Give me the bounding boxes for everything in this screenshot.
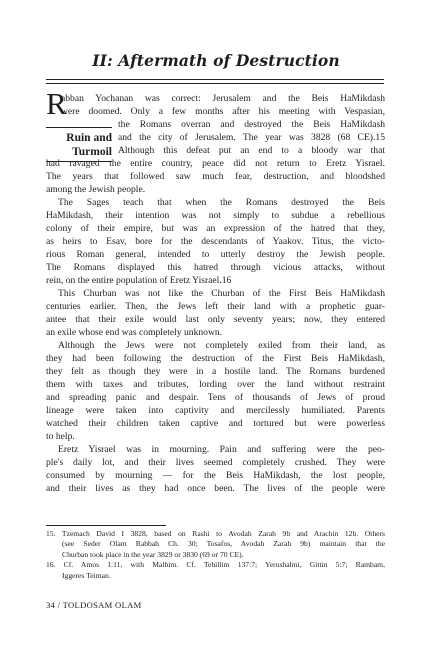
text-line: the Romans overran and destroyed the Beis HaMikdash [118,119,385,130]
text-line: centuries earlier. Then, the Jews left their land with a prophetic guar- [46,301,385,312]
text-line: abban Yochanan was correct: Jerusalem and the Beis HaMikdash [61,93,385,104]
footnote-15-cont: (see Seder Olam Rabbah Ch. 30; Tosafos, Avodah Zarah 9b) maintain that the [62,539,385,549]
paragraph [46,196,385,287]
paragraph [46,287,385,339]
text-line: lineage were taken into captivity and mercilessly humiliated. Parents [46,405,385,416]
paragraph [46,443,385,495]
footnote-16-cont: Iggeres Teiman. [62,570,111,580]
footnote-15: 15. Tzemach David I 3828, based on Rashi to Avodah Zarah 9b and Arachin 12b. Others [46,529,385,538]
text-line: and the city of Jerusalem. The year was 3828 (68 CE).15 [118,132,385,143]
text-line: they felt as though they were in a hostile land. The Romans burdened [46,366,385,377]
text-line: rein, on the entire population of Eretz Yisrael.16 [46,275,232,286]
text-line: and their lives as they had once been. The lives of the people were [46,483,385,494]
text-line: The years that followed saw much fear, destruction, and bloodshed [46,171,385,182]
title-rule-thin [46,83,384,84]
text-line: rious Roman general, intended to utterly destroy the Jewish people. [46,249,385,260]
text-line: The Sages teach that when the Romans destroyed the Beis [58,197,385,208]
text-line: them with taxes and tributes, lording over the land without restraint [46,379,385,390]
page-footer: 34 / TOLDOSAM OLAM [46,600,142,610]
text-line: among the Jewish people. [46,184,146,195]
text-line: to help. [46,431,75,442]
text-line: and spreading panic and despair. Tens of thousands of Jews of proud [46,392,385,403]
body-text [46,86,385,495]
paragraph [46,339,385,443]
text-line: had ravaged the entire country, peace did not return to Eretz Yisrael. [46,158,385,169]
text-line: watched their children taken captive and tortured but were powerless [46,418,385,429]
side-heading-rule-bottom [46,161,112,162]
side-heading-line-1: Ruin and [66,132,112,144]
footnotes [46,529,385,581]
text-line: Although this defeat put an end to a bloody war that [118,145,385,156]
text-line: Eretz Yisrael was in mourning. Pain and suffering were the peo- [58,444,385,455]
side-heading-rule-top [46,127,112,128]
text-line: Although the Jews were not completely exiled from their land, as [58,340,385,351]
text-line: they had been following the destruction of the First Beis HaMikdash, [46,353,385,364]
section-title: II: Aftermath of Destruction [92,51,340,70]
text-line: were doomed. Only a few months after his meeting with Vespasian, [61,106,385,117]
text-line: antee that their exile would last only seventy years; now, they entered [46,314,385,325]
text-line: as heirs to Esav, bore for the descendants of Yaakov. Titus, the victo- [46,236,385,247]
side-heading [46,125,112,165]
text-line: ple's daily lot, and their lives seemed completely crushed. They were [46,457,385,468]
footnote-15-cont: Churban took place in the year 3829 or 3830 (69 or 70 CE). [62,549,244,559]
side-heading-line-2: Turmoil [72,146,112,158]
text-line: colony of their empire, but was an expression of the hatred that they, [46,223,385,234]
title-rule [46,79,384,80]
text-line: consumed by mourning — for the Beis HaMikdash, the lost people, [46,470,385,481]
footnote-16: 16. Cf. Amos 1:11, with Malbim. Cf. Tehillim 137:7; Yerushalmi, Gittin 5:7; Rambam, [46,560,385,570]
text-line: HaMikdash, their intention was not simply to subdue a rebellious [46,210,385,221]
footnote-rule [46,525,166,526]
text-line: an exile whose end was completely unknown. [46,327,223,338]
text-line: The Romans displayed this hatred through vicious attacks, without [46,262,385,273]
text-line: This Churban was not like the Churban of the First Beis HaMikdash [58,288,385,299]
drop-cap: R [46,86,67,121]
